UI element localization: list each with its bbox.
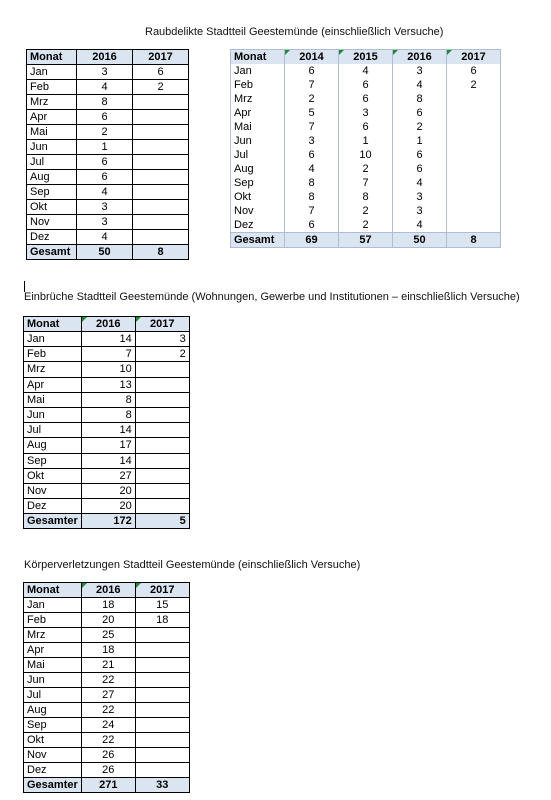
value-cell: 25	[81, 628, 135, 643]
value-cell: 24	[81, 718, 135, 733]
table-header-row	[231, 50, 501, 65]
month-cell: Sep	[27, 185, 77, 200]
table-row	[24, 748, 190, 763]
table-row	[231, 162, 501, 176]
table-row	[27, 155, 189, 170]
value-cell: 6	[339, 120, 393, 134]
month-cell: Dez	[24, 499, 82, 514]
value-cell: 6	[77, 155, 133, 170]
value-cell: 26	[81, 763, 135, 778]
table-row	[231, 148, 501, 162]
value-cell: 1	[339, 134, 393, 148]
value-cell: 7	[339, 176, 393, 190]
value-cell	[133, 125, 189, 140]
value-cell: 22	[81, 673, 135, 688]
value-cell: 7	[285, 78, 339, 92]
value-cell: 2	[133, 80, 189, 95]
month-cell: Jul	[231, 148, 285, 162]
table-row	[24, 362, 190, 377]
table-row	[231, 134, 501, 148]
month-cell: Apr	[231, 106, 285, 120]
month-cell: Jun	[24, 407, 82, 422]
value-cell: 6	[77, 110, 133, 125]
month-cell: Jun	[24, 673, 82, 688]
total-value: 8	[447, 233, 501, 248]
month-cell: Jun	[27, 140, 77, 155]
table-row	[24, 673, 190, 688]
value-cell: 27	[81, 688, 135, 703]
value-cell	[133, 95, 189, 110]
total-value: 271	[81, 778, 135, 793]
month-cell: Nov	[27, 215, 77, 230]
value-cell: 2	[339, 218, 393, 233]
month-cell: Apr	[27, 110, 77, 125]
value-cell: 10	[81, 362, 135, 377]
value-cell: 2	[393, 120, 447, 134]
value-cell: 17	[81, 438, 135, 453]
value-cell: 4	[285, 162, 339, 176]
value-cell	[135, 748, 189, 763]
month-cell: Jan	[24, 598, 82, 613]
table-row	[24, 643, 190, 658]
value-cell: 4	[339, 64, 393, 78]
value-cell: 8	[393, 92, 447, 106]
value-cell: 27	[81, 468, 135, 483]
value-cell: 2	[285, 92, 339, 106]
value-cell: 3	[135, 332, 189, 347]
column-header-year: 2017	[135, 583, 189, 598]
value-cell: 6	[285, 148, 339, 162]
value-cell	[133, 155, 189, 170]
value-cell: 2	[447, 78, 501, 92]
column-header-year: 2016	[77, 50, 133, 65]
month-cell: Feb	[24, 613, 82, 628]
value-cell: 6	[285, 218, 339, 233]
month-cell: Sep	[24, 718, 82, 733]
month-cell: Feb	[27, 80, 77, 95]
value-cell: 4	[393, 218, 447, 233]
value-cell: 22	[81, 733, 135, 748]
total-label: Gesamt	[27, 245, 77, 260]
value-cell	[447, 134, 501, 148]
total-row	[24, 514, 190, 529]
value-cell	[447, 162, 501, 176]
month-cell: Nov	[24, 748, 82, 763]
value-cell: 2	[77, 125, 133, 140]
value-cell	[447, 92, 501, 106]
value-cell	[135, 643, 189, 658]
month-cell: Dez	[27, 230, 77, 245]
column-header-month: Monat	[24, 317, 82, 332]
month-cell: Jul	[24, 688, 82, 703]
month-cell: Mrz	[27, 95, 77, 110]
value-cell: 3	[393, 64, 447, 78]
value-cell: 18	[81, 643, 135, 658]
value-cell: 7	[285, 120, 339, 134]
value-cell	[447, 106, 501, 120]
value-cell: 13	[81, 377, 135, 392]
table-row	[27, 170, 189, 185]
value-cell	[135, 392, 189, 407]
table-row	[27, 215, 189, 230]
month-cell: Okt	[27, 200, 77, 215]
value-cell	[133, 230, 189, 245]
total-label: Gesamt	[231, 233, 285, 248]
table-row	[24, 628, 190, 643]
value-cell	[447, 120, 501, 134]
value-cell: 4	[393, 78, 447, 92]
value-cell: 2	[135, 347, 189, 362]
month-cell: Sep	[24, 453, 82, 468]
table-row	[231, 218, 501, 233]
table-row	[24, 468, 190, 483]
table-row	[24, 658, 190, 673]
value-cell: 3	[77, 65, 133, 80]
value-cell	[135, 362, 189, 377]
total-label: Gesamter	[24, 514, 82, 529]
month-cell: Mrz	[24, 362, 82, 377]
value-cell: 3	[393, 204, 447, 218]
value-cell: 20	[81, 613, 135, 628]
month-cell: Aug	[27, 170, 77, 185]
einbruch-title: Einbrüche Stadtteil Geestemünde (Wohnungen, Gewerbe und Institutionen – einschließlich Versuche)	[24, 291, 520, 303]
table-row	[27, 125, 189, 140]
value-cell: 4	[77, 230, 133, 245]
month-cell: Feb	[231, 78, 285, 92]
table-row	[27, 110, 189, 125]
table-row	[24, 347, 190, 362]
value-cell: 14	[81, 453, 135, 468]
total-value: 50	[77, 245, 133, 260]
month-cell: Mai	[24, 658, 82, 673]
column-header-year: 2017	[135, 317, 189, 332]
value-cell	[447, 190, 501, 204]
table-row	[24, 688, 190, 703]
value-cell	[135, 483, 189, 498]
month-cell: Dez	[24, 763, 82, 778]
value-cell: 21	[81, 658, 135, 673]
column-header-year: 2016	[81, 583, 135, 598]
value-cell	[135, 658, 189, 673]
value-cell: 8	[285, 176, 339, 190]
value-cell	[133, 170, 189, 185]
value-cell: 5	[285, 106, 339, 120]
total-value: 50	[393, 233, 447, 248]
koerperverletzung-title: Körperverletzungen Stadtteil Geestemünde (einschließlich Versuche)	[24, 559, 361, 571]
value-cell: 3	[393, 190, 447, 204]
table-row	[231, 64, 501, 78]
month-cell: Okt	[24, 468, 82, 483]
column-header-year: 2016	[81, 317, 135, 332]
table-row	[27, 200, 189, 215]
month-cell: Apr	[24, 377, 82, 392]
value-cell	[135, 423, 189, 438]
value-cell: 14	[81, 423, 135, 438]
value-cell: 3	[77, 200, 133, 215]
table-row	[27, 140, 189, 155]
month-cell: Mrz	[231, 92, 285, 106]
table-row	[24, 733, 190, 748]
total-value: 69	[285, 233, 339, 248]
column-header-year: 2016	[393, 50, 447, 65]
month-cell: Mrz	[24, 628, 82, 643]
total-value: 8	[133, 245, 189, 260]
value-cell: 1	[77, 140, 133, 155]
total-value: 57	[339, 233, 393, 248]
koerperverletzung-table	[23, 582, 190, 793]
month-cell: Okt	[24, 733, 82, 748]
month-cell: Mai	[231, 120, 285, 134]
value-cell: 4	[77, 80, 133, 95]
value-cell	[135, 763, 189, 778]
table-row	[27, 230, 189, 245]
value-cell	[135, 718, 189, 733]
value-cell	[135, 468, 189, 483]
table-row	[231, 78, 501, 92]
total-label: Gesamter	[24, 778, 82, 793]
month-cell: Mai	[27, 125, 77, 140]
value-cell	[135, 377, 189, 392]
value-cell: 6	[393, 148, 447, 162]
table-row	[24, 499, 190, 514]
value-cell	[133, 185, 189, 200]
value-cell	[133, 215, 189, 230]
month-cell: Apr	[24, 643, 82, 658]
value-cell	[133, 110, 189, 125]
table-row	[24, 332, 190, 347]
value-cell	[133, 200, 189, 215]
month-cell: Aug	[24, 438, 82, 453]
value-cell: 8	[81, 407, 135, 422]
month-cell: Jan	[27, 65, 77, 80]
value-cell: 7	[81, 347, 135, 362]
table-header-row	[24, 583, 190, 598]
table-header-row	[24, 317, 190, 332]
value-cell: 6	[393, 162, 447, 176]
value-cell	[135, 438, 189, 453]
einbruch-table	[23, 316, 190, 529]
value-cell	[135, 688, 189, 703]
value-cell: 8	[339, 190, 393, 204]
raub-title: Raubdelikte Stadtteil Geestemünde (einschließlich Versuche)	[145, 26, 444, 38]
value-cell	[135, 499, 189, 514]
value-cell: 18	[81, 598, 135, 613]
month-cell: Jan	[24, 332, 82, 347]
value-cell: 3	[77, 215, 133, 230]
value-cell	[135, 628, 189, 643]
value-cell: 8	[285, 190, 339, 204]
month-cell: Dez	[231, 218, 285, 233]
table-row	[24, 598, 190, 613]
table-row	[24, 453, 190, 468]
month-cell: Okt	[231, 190, 285, 204]
value-cell	[135, 673, 189, 688]
month-cell: Jul	[24, 423, 82, 438]
column-header-year: 2017	[133, 50, 189, 65]
value-cell: 6	[133, 65, 189, 80]
value-cell: 22	[81, 703, 135, 718]
table-row	[27, 80, 189, 95]
total-value: 172	[81, 514, 135, 529]
table-row	[24, 438, 190, 453]
month-cell: Sep	[231, 176, 285, 190]
value-cell	[135, 703, 189, 718]
value-cell	[135, 453, 189, 468]
value-cell: 4	[393, 176, 447, 190]
table-row	[24, 377, 190, 392]
month-cell: Feb	[24, 347, 82, 362]
month-cell: Nov	[231, 204, 285, 218]
table-row	[27, 95, 189, 110]
table-header-row	[27, 50, 189, 65]
value-cell: 8	[81, 392, 135, 407]
value-cell: 6	[285, 64, 339, 78]
table-row	[24, 763, 190, 778]
total-value: 33	[135, 778, 189, 793]
total-row	[231, 233, 501, 248]
table-row	[231, 120, 501, 134]
month-cell: Nov	[24, 483, 82, 498]
value-cell: 3	[339, 106, 393, 120]
month-cell: Jan	[231, 64, 285, 78]
value-cell	[135, 733, 189, 748]
value-cell: 7	[285, 204, 339, 218]
table-row	[24, 613, 190, 628]
table-row	[231, 92, 501, 106]
value-cell: 6	[393, 106, 447, 120]
table-row	[24, 718, 190, 733]
value-cell: 14	[81, 332, 135, 347]
value-cell	[133, 140, 189, 155]
column-header-year: 2017	[447, 50, 501, 65]
value-cell: 2	[339, 204, 393, 218]
month-cell: Jul	[27, 155, 77, 170]
total-row	[27, 245, 189, 260]
table-row	[24, 423, 190, 438]
total-row	[24, 778, 190, 793]
total-value: 5	[135, 514, 189, 529]
table-row	[231, 106, 501, 120]
table-row	[231, 204, 501, 218]
table-row	[27, 65, 189, 80]
value-cell: 6	[447, 64, 501, 78]
raub-table-2014-2017	[230, 49, 501, 248]
table-row	[24, 407, 190, 422]
value-cell: 20	[81, 499, 135, 514]
table-row	[27, 185, 189, 200]
value-cell: 6	[339, 92, 393, 106]
raub-table-2016-2017	[26, 49, 189, 260]
value-cell: 2	[339, 162, 393, 176]
table-row	[231, 190, 501, 204]
value-cell: 4	[77, 185, 133, 200]
column-header-year: 2015	[339, 50, 393, 65]
value-cell: 20	[81, 483, 135, 498]
value-cell: 18	[135, 613, 189, 628]
value-cell: 1	[393, 134, 447, 148]
month-cell: Jun	[231, 134, 285, 148]
value-cell: 10	[339, 148, 393, 162]
value-cell: 6	[77, 170, 133, 185]
column-header-month: Monat	[231, 50, 285, 65]
table-row	[24, 392, 190, 407]
value-cell	[447, 218, 501, 233]
table-row	[231, 176, 501, 190]
month-cell: Aug	[24, 703, 82, 718]
value-cell: 6	[339, 78, 393, 92]
month-cell: Mai	[24, 392, 82, 407]
column-header-month: Monat	[24, 583, 82, 598]
value-cell: 26	[81, 748, 135, 763]
value-cell: 3	[285, 134, 339, 148]
value-cell: 8	[77, 95, 133, 110]
value-cell	[135, 407, 189, 422]
table-row	[24, 483, 190, 498]
month-cell: Aug	[231, 162, 285, 176]
column-header-year: 2014	[285, 50, 339, 65]
value-cell	[447, 204, 501, 218]
value-cell	[447, 176, 501, 190]
value-cell	[447, 148, 501, 162]
value-cell: 15	[135, 598, 189, 613]
table-row	[24, 703, 190, 718]
column-header-month: Monat	[27, 50, 77, 65]
